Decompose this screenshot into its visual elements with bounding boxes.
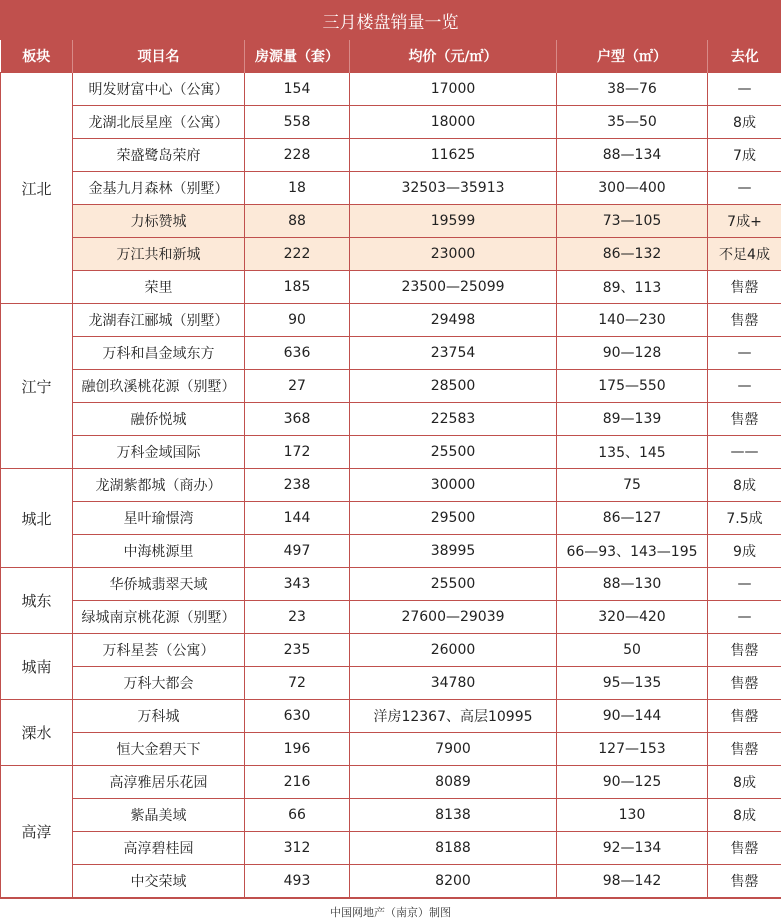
project-name-cell: 星叶瑜憬湾: [73, 502, 245, 535]
units-cell: 558: [245, 106, 350, 139]
units-cell: 23: [245, 601, 350, 634]
sell-through-cell: 售罄: [708, 403, 781, 436]
project-name-cell: 华侨城翡翠天域: [73, 568, 245, 601]
units-cell: 636: [245, 337, 350, 370]
sell-through-cell: —: [708, 601, 781, 634]
project-name-cell: 明发财富中心（公寓）: [73, 73, 245, 106]
avg-price-cell: 8188: [350, 832, 557, 865]
project-name-cell: 紫晶美域: [73, 799, 245, 832]
header-row: [1, 40, 781, 73]
table-row: [1, 469, 781, 502]
project-name-cell: 融侨悦城: [73, 403, 245, 436]
unit-type-cell: 75: [557, 469, 708, 502]
unit-type-cell: 89、113: [557, 271, 708, 304]
avg-price-cell: 28500: [350, 370, 557, 403]
unit-type-cell: 90—144: [557, 700, 708, 733]
unit-type-cell: 92—134: [557, 832, 708, 865]
units-cell: 144: [245, 502, 350, 535]
avg-price-cell: 26000: [350, 634, 557, 667]
region-cell: 江北: [1, 73, 73, 304]
units-cell: 497: [245, 535, 350, 568]
avg-price-cell: 洋房12367、高层10995: [350, 700, 557, 733]
sell-through-cell: —: [708, 568, 781, 601]
sell-through-cell: 售罄: [708, 733, 781, 766]
sell-through-cell: 9成: [708, 535, 781, 568]
sell-through-cell: 售罄: [708, 700, 781, 733]
project-name-cell: 万科大都会: [73, 667, 245, 700]
table-row: [1, 106, 781, 139]
sell-through-cell: 7成+: [708, 205, 781, 238]
project-name-cell: 万科城: [73, 700, 245, 733]
table-row: [1, 337, 781, 370]
avg-price-cell: 17000: [350, 73, 557, 106]
units-cell: 222: [245, 238, 350, 271]
unit-type-cell: 175—550: [557, 370, 708, 403]
sell-through-cell: 8成: [708, 766, 781, 799]
avg-price-cell: 23500—25099: [350, 271, 557, 304]
header-sell-through: 去化: [708, 40, 781, 73]
avg-price-cell: 8200: [350, 865, 557, 898]
unit-type-cell: 90—128: [557, 337, 708, 370]
avg-price-cell: 22583: [350, 403, 557, 436]
sell-through-cell: 售罄: [708, 634, 781, 667]
sell-through-cell: —: [708, 73, 781, 106]
units-cell: 72: [245, 667, 350, 700]
region-cell: 江宁: [1, 304, 73, 469]
avg-price-cell: 32503—35913: [350, 172, 557, 205]
project-name-cell: 恒大金碧天下: [73, 733, 245, 766]
avg-price-cell: 29500: [350, 502, 557, 535]
units-cell: 312: [245, 832, 350, 865]
avg-price-cell: 30000: [350, 469, 557, 502]
project-name-cell: 融创玖溪桃花源（别墅）: [73, 370, 245, 403]
project-name-cell: 绿城南京桃花源（别墅）: [73, 601, 245, 634]
sell-through-cell: 8成: [708, 106, 781, 139]
unit-type-cell: 86—127: [557, 502, 708, 535]
table-row: [1, 73, 781, 106]
units-cell: 228: [245, 139, 350, 172]
avg-price-cell: 29498: [350, 304, 557, 337]
project-name-cell: 高淳雅居乐花园: [73, 766, 245, 799]
header-units: 房源量（套）: [245, 40, 350, 73]
table-row: [1, 766, 781, 799]
unit-type-cell: 86—132: [557, 238, 708, 271]
unit-type-cell: 50: [557, 634, 708, 667]
project-name-cell: 高淳碧桂园: [73, 832, 245, 865]
table-row: [1, 568, 781, 601]
region-cell: 城北: [1, 469, 73, 568]
avg-price-cell: 8089: [350, 766, 557, 799]
avg-price-cell: 7900: [350, 733, 557, 766]
avg-price-cell: 38995: [350, 535, 557, 568]
unit-type-cell: 127—153: [557, 733, 708, 766]
project-name-cell: 中海桃源里: [73, 535, 245, 568]
sell-through-cell: —: [708, 370, 781, 403]
units-cell: 630: [245, 700, 350, 733]
table-row: [1, 139, 781, 172]
table-row: [1, 667, 781, 700]
units-cell: 172: [245, 436, 350, 469]
project-name-cell: 龙湖紫都城（商办）: [73, 469, 245, 502]
unit-type-cell: 88—134: [557, 139, 708, 172]
project-name-cell: 力标赞城: [73, 205, 245, 238]
region-cell: 城东: [1, 568, 73, 634]
sell-through-cell: —: [708, 172, 781, 205]
table-row: [1, 403, 781, 436]
header-unit-type: 户型（㎡）: [557, 40, 708, 73]
sell-through-cell: 售罄: [708, 667, 781, 700]
avg-price-cell: 23000: [350, 238, 557, 271]
project-name-cell: 荣里: [73, 271, 245, 304]
table-row: [1, 535, 781, 568]
project-name-cell: 龙湖春江郦城（别墅）: [73, 304, 245, 337]
avg-price-cell: 19599: [350, 205, 557, 238]
avg-price-cell: 34780: [350, 667, 557, 700]
table-row: [1, 634, 781, 667]
table-row: [1, 238, 781, 271]
unit-type-cell: 66—93、143—195: [557, 535, 708, 568]
project-name-cell: 金基九月森林（别墅）: [73, 172, 245, 205]
table-title: 三月楼盘销量一览: [0, 0, 781, 40]
table-row: [1, 436, 781, 469]
table-row: [1, 700, 781, 733]
units-cell: 196: [245, 733, 350, 766]
sell-through-cell: 售罄: [708, 271, 781, 304]
sell-through-cell: 7成: [708, 139, 781, 172]
units-cell: 90: [245, 304, 350, 337]
sell-through-cell: 8成: [708, 469, 781, 502]
avg-price-cell: 18000: [350, 106, 557, 139]
unit-type-cell: 95—135: [557, 667, 708, 700]
units-cell: 27: [245, 370, 350, 403]
units-cell: 235: [245, 634, 350, 667]
avg-price-cell: 23754: [350, 337, 557, 370]
region-cell: 高淳: [1, 766, 73, 898]
units-cell: 493: [245, 865, 350, 898]
unit-type-cell: 38—76: [557, 73, 708, 106]
table-row: [1, 601, 781, 634]
sell-through-cell: 售罄: [708, 865, 781, 898]
sales-table: [0, 40, 781, 898]
avg-price-cell: 8138: [350, 799, 557, 832]
table-row: [1, 865, 781, 898]
sell-through-cell: ——: [708, 436, 781, 469]
region-cell: 城南: [1, 634, 73, 700]
sell-through-cell: 7.5成: [708, 502, 781, 535]
table-row: [1, 205, 781, 238]
project-name-cell: 万科金域国际: [73, 436, 245, 469]
sell-through-cell: —: [708, 337, 781, 370]
unit-type-cell: 73—105: [557, 205, 708, 238]
unit-type-cell: 98—142: [557, 865, 708, 898]
sell-through-cell: 售罄: [708, 304, 781, 337]
project-name-cell: 万科星荟（公寓）: [73, 634, 245, 667]
avg-price-cell: 25500: [350, 568, 557, 601]
table-row: [1, 304, 781, 337]
units-cell: 368: [245, 403, 350, 436]
sell-through-cell: 8成: [708, 799, 781, 832]
units-cell: 18: [245, 172, 350, 205]
units-cell: 66: [245, 799, 350, 832]
sell-through-cell: 不足4成: [708, 238, 781, 271]
header-avg-price: 均价（元/㎡）: [350, 40, 557, 73]
avg-price-cell: 25500: [350, 436, 557, 469]
unit-type-cell: 35—50: [557, 106, 708, 139]
table-row: [1, 271, 781, 304]
project-name-cell: 荣盛鹭岛荣府: [73, 139, 245, 172]
table-row: [1, 799, 781, 832]
units-cell: 216: [245, 766, 350, 799]
unit-type-cell: 320—420: [557, 601, 708, 634]
units-cell: 88: [245, 205, 350, 238]
avg-price-cell: 11625: [350, 139, 557, 172]
units-cell: 154: [245, 73, 350, 106]
table-row: [1, 832, 781, 865]
sell-through-cell: 售罄: [708, 832, 781, 865]
unit-type-cell: 300—400: [557, 172, 708, 205]
units-cell: 238: [245, 469, 350, 502]
project-name-cell: 万科和昌金域东方: [73, 337, 245, 370]
footer-credit: 中国网地产（南京）制图: [0, 898, 781, 924]
avg-price-cell: 27600—29039: [350, 601, 557, 634]
header-project-name: 项目名: [73, 40, 245, 73]
table-row: [1, 172, 781, 205]
project-name-cell: 龙湖北辰星座（公寓）: [73, 106, 245, 139]
unit-type-cell: 88—130: [557, 568, 708, 601]
region-cell: 溧水: [1, 700, 73, 766]
header-region: 板块: [1, 40, 73, 73]
project-name-cell: 万江共和新城: [73, 238, 245, 271]
table-row: [1, 502, 781, 535]
unit-type-cell: 89—139: [557, 403, 708, 436]
unit-type-cell: 90—125: [557, 766, 708, 799]
project-name-cell: 中交荣域: [73, 865, 245, 898]
unit-type-cell: 135、145: [557, 436, 708, 469]
units-cell: 343: [245, 568, 350, 601]
unit-type-cell: 140—230: [557, 304, 708, 337]
units-cell: 185: [245, 271, 350, 304]
table-row: [1, 733, 781, 766]
table-row: [1, 370, 781, 403]
unit-type-cell: 130: [557, 799, 708, 832]
